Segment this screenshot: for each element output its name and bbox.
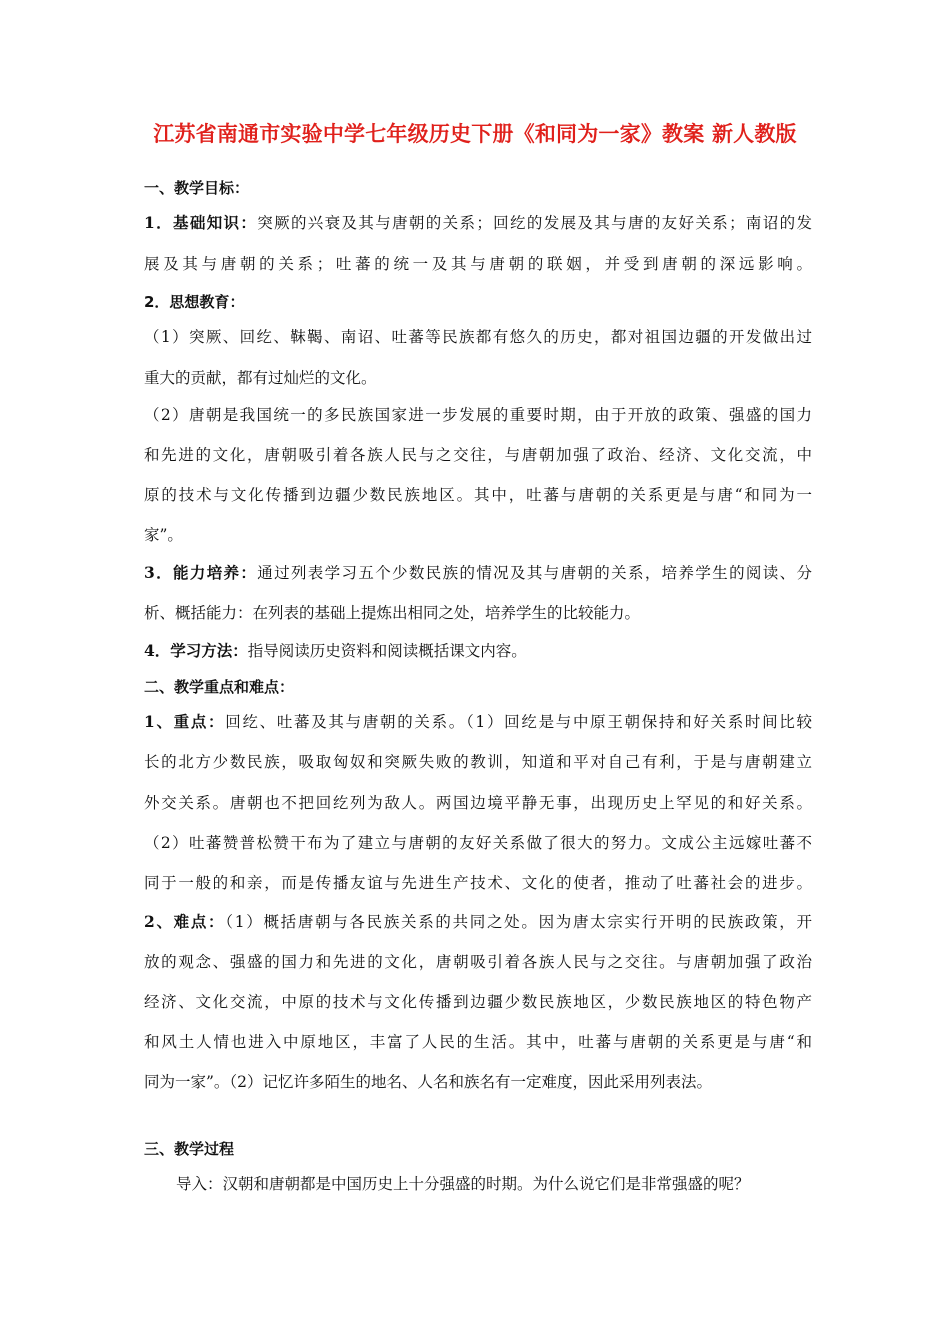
- paragraph-ideology-1-line1: （1）突厥、回纥、靺鞨、南诏、吐蕃等民族都有悠久的历史，都对祖国边疆的开发做出过: [144, 328, 812, 346]
- text-span: 通过列表学习五个少数民族的情况及其与唐朝的关系，培养学生的阅读、分: [257, 564, 812, 582]
- paragraph-key-line2: 长的北方少数民族，吸取匈奴和突厥失败的教训，知道和平对自己有利，于是与唐朝建立: [144, 753, 812, 771]
- item-label-basic-knowledge: 1．基础知识：: [144, 213, 258, 232]
- paragraph-basic-knowledge-line2: 展及其与唐朝的关系；吐蕃的统一及其与唐朝的联姻，并受到唐朝的深远影响。: [144, 255, 812, 273]
- paragraph-ideology-2-line3: 原的技术与文化传播到边疆少数民族地区。其中，吐蕃与唐朝的关系更是与唐“和同为一: [144, 486, 812, 504]
- paragraph-difficulty-line4: 和风土人情也进入中原地区，丰富了人民的生活。其中，吐蕃与唐朝的关系更是与唐“和: [144, 1033, 812, 1051]
- paragraph-introduction: 导入：汉朝和唐朝都是中国历史上十分强盛的时期。为什么说它们是非常强盛的呢？: [176, 1175, 750, 1193]
- section-heading-key-points: 二、教学重点和难点：: [144, 678, 295, 696]
- paragraph-ideology-2-line1: （2）唐朝是我国统一的多民族国家进一步发展的重要时期，由于开放的政策、强盛的国力: [144, 406, 812, 424]
- item-label-key: 1、重点：: [144, 712, 226, 731]
- text-span: 指导阅读历史资料和阅读概括课文内容。: [247, 642, 527, 660]
- item-label-method: 4．学习方法：: [144, 641, 248, 660]
- item-label-ability: 3．能力培养：: [144, 563, 258, 582]
- document-title: 江苏省南通市实验中学七年级历史下册《和同为一家》教案 新人教版: [153, 122, 797, 146]
- paragraph-key-line4: （2）吐蕃赞普松赞干布为了建立与唐朝的友好关系做了很大的努力。文成公主远嫁吐蕃不: [144, 834, 812, 852]
- paragraph-ability-line2: 析、概括能力：在列表的基础上提炼出相同之处，培养学生的比较能力。: [144, 604, 641, 622]
- paragraph-ideology-1-line2: 重大的贡献，都有过灿烂的文化。: [144, 369, 377, 387]
- paragraph-difficulty-line3: 经济、文化交流，中原的技术与文化传播到边疆少数民族地区，少数民族地区的特色物产: [144, 993, 812, 1011]
- paragraph-ideology-2-line4: 家”。: [144, 526, 183, 544]
- section-heading-objectives: 一、教学目标：: [144, 179, 250, 197]
- paragraph-method: [144, 641, 812, 661]
- paragraph-key-line5: 同于一般的和亲，而是传播友谊与先进生产技术、文化的使者，推动了吐蕃社会的进步。: [144, 874, 812, 892]
- text-span: 突厥的兴衰及其与唐朝的关系；回纥的发展及其与唐的友好关系；南诏的发: [257, 214, 812, 232]
- item-label-difficulty: 2、难点：: [144, 912, 226, 931]
- paragraph-key-line3: 外交关系。唐朝也不把回纥列为敌人。两国边境平静无事，出现历史上罕见的和好关系。: [144, 794, 812, 812]
- paragraph-basic-knowledge-line1: [144, 213, 812, 233]
- paragraph-ability-line1: [144, 563, 812, 583]
- paragraph-key-line1: [144, 712, 812, 732]
- item-label-ideological-education: 2．思想教育：: [144, 293, 245, 311]
- paragraph-difficulty-line5: 同为一家”。（2）记忆许多陌生的地名、人名和族名有一定难度，因此采用列表法。: [144, 1073, 713, 1091]
- text-span: 回纥、吐蕃及其与唐朝的关系。（1）回纥是与中原王朝保持和好关系时间比较: [225, 713, 812, 731]
- paragraph-difficulty-line1: [144, 912, 812, 932]
- text-span: （1）概括唐朝与各民族关系的共同之处。因为唐太宗实行开明的民族政策，开: [225, 913, 812, 931]
- paragraph-ideology-2-line2: 和先进的文化，唐朝吸引着各族人民与之交往，与唐朝加强了政治、经济、文化交流，中: [144, 446, 812, 464]
- section-heading-process: 三、教学过程: [144, 1140, 235, 1158]
- paragraph-difficulty-line2: 放的观念、强盛的国力和先进的文化，唐朝吸引着各族人民与之交往。与唐朝加强了政治: [144, 953, 812, 971]
